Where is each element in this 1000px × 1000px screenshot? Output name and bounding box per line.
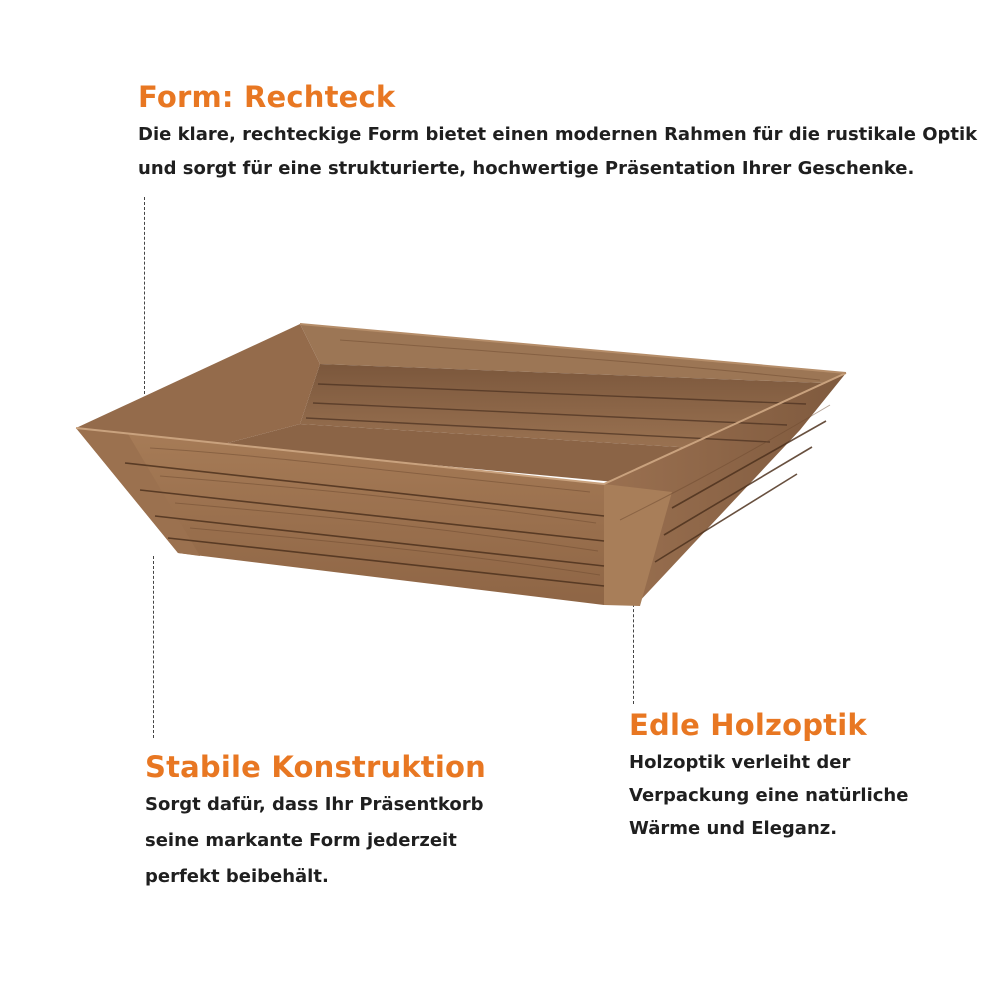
- form-description-line: Die klare, rechteckige Form bietet einen modernen Rahmen für die rustikale Optik: [138, 124, 978, 145]
- stabil-description-line: seine markante Form jederzeit: [145, 830, 457, 851]
- form-heading: Form: Rechteck: [138, 80, 396, 114]
- basket-inner-left: [76, 324, 320, 445]
- form-description-line: und sorgt für eine strukturierte, hochwertige Präsentation Ihrer Geschenke.: [138, 158, 915, 179]
- stabil-heading: Stabile Konstruktion: [145, 750, 486, 784]
- stabil-description-line: Sorgt dafür, dass Ihr Präsentkorb: [145, 794, 484, 815]
- holz-description-line: Wärme und Eleganz.: [629, 818, 838, 839]
- holz-heading: Edle Holzoptik: [629, 708, 867, 742]
- holz-description-line: Verpackung eine natürliche: [629, 785, 909, 806]
- stabil-description-line: perfekt beibehält.: [145, 866, 329, 887]
- holz-description-line: Holzoptik verleiht der: [629, 752, 851, 773]
- stabil-description: [145, 787, 484, 895]
- holz-description: [629, 746, 908, 845]
